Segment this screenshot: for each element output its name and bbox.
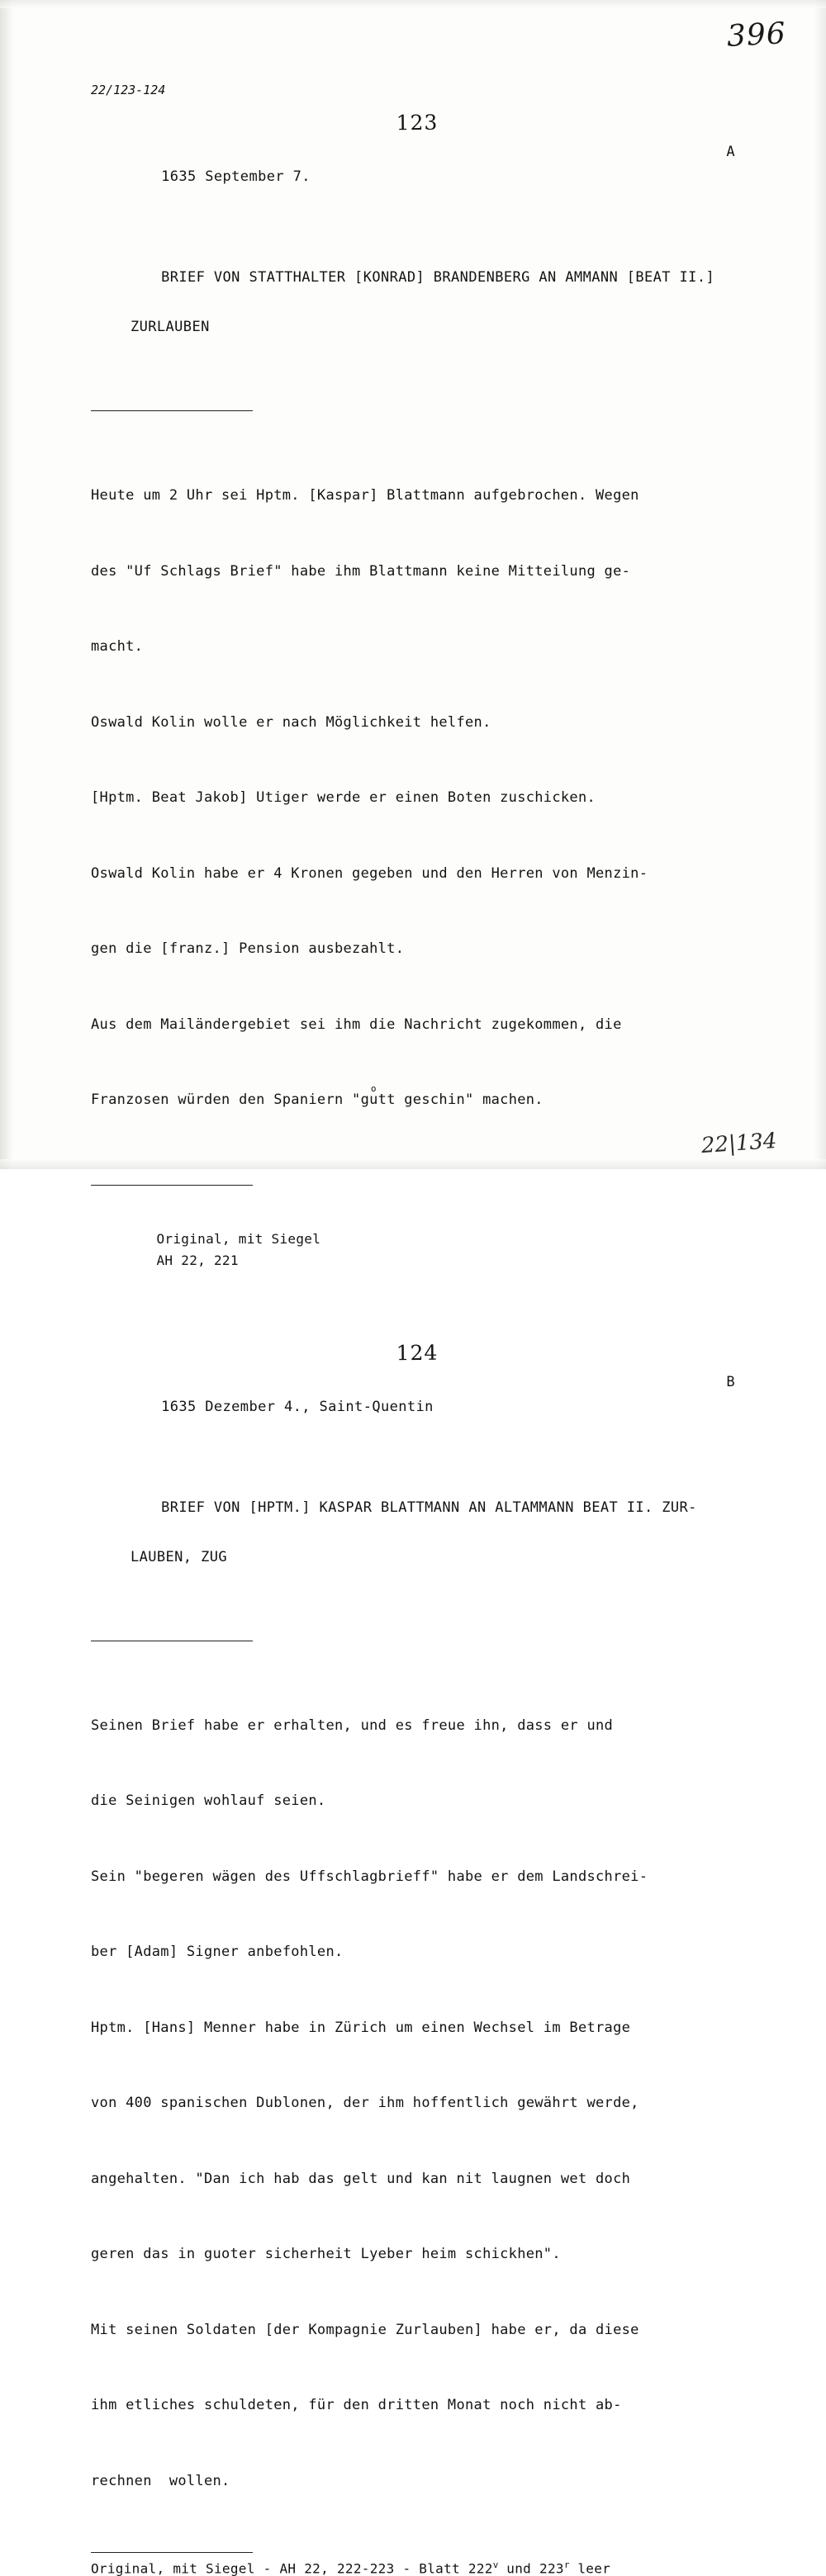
body-line-with-diacritic	[91, 1087, 743, 1113]
document-number: 123	[91, 107, 743, 138]
document-body	[91, 1663, 743, 2545]
document-source	[91, 1207, 743, 1293]
document-dateline: 1635 September 7.	[161, 168, 311, 185]
body-line: [Hptm. Beat Jakob] Utiger werde er einen Boten zuschicken.	[91, 785, 743, 811]
archive-signature: 22/123-124	[91, 83, 743, 97]
body-line: angehalten. "Dan ich hab das gelt und kan nit laugnen wet doch	[91, 2166, 743, 2192]
document-entry-123	[91, 111, 743, 1293]
body-line: gen die [franz.] Pension ausbezahlt.	[91, 936, 743, 962]
divider-rule	[91, 1185, 253, 1186]
body-line: Seinen Brief habe er erhalten, und es freue ihn, dass er und	[91, 1713, 743, 1739]
body-line-pre: Franzosen würden den Spaniern "g	[91, 1091, 369, 1108]
document-dateline-row	[91, 1370, 743, 1469]
source-text-post: leer	[569, 2560, 610, 2576]
document-title-line-2: ZURLAUBEN	[91, 315, 743, 339]
superscript-o-mark: o	[371, 1077, 377, 1102]
body-line: rechnen wollen.	[91, 2469, 743, 2494]
document-title-line-2: LAUBEN, ZUG	[91, 1545, 743, 1570]
document-title-line-1: BRIEF VON [HPTM.] KASPAR BLATTMANN AN ALTAMMANN BEAT II. ZUR-	[161, 1499, 697, 1516]
body-line: ihm etliches schuldeten, für den dritten Monat noch nicht ab-	[91, 2393, 743, 2418]
document-content	[91, 83, 743, 2576]
document-source	[91, 2559, 743, 2576]
body-line: Heute um 2 Uhr sei Hptm. [Kaspar] Blattmann aufgebrochen. Wegen	[91, 483, 743, 509]
scan-edge-top	[0, 0, 826, 8]
scan-edge-left	[0, 0, 13, 1169]
document-title	[91, 240, 743, 389]
u-with-superscript-o	[369, 1087, 378, 1113]
document-page	[0, 0, 826, 1169]
body-line: Oswald Kolin wolle er nach Möglichkeit helfen.	[91, 710, 743, 736]
source-line: AH 22, 221	[156, 1252, 238, 1268]
source-line: Original, mit Siegel	[156, 1231, 320, 1247]
document-body	[91, 433, 743, 1163]
body-line: von 400 spanischen Dublonen, der ihm hoffentlich gewährt werde,	[91, 2091, 743, 2116]
body-line: Oswald Kolin habe er 4 Kronen gegeben und den Herren von Menzin-	[91, 861, 743, 887]
body-line-post: tt geschin" machen.	[378, 1091, 544, 1108]
section-spacer	[91, 1293, 743, 1333]
divider-rule	[91, 410, 253, 411]
document-sidecode: B	[726, 1370, 735, 1395]
document-title	[91, 1470, 743, 1619]
body-line: macht.	[91, 634, 743, 660]
body-line: Mit seinen Soldaten [der Kompagnie Zurlauben] habe er, da diese	[91, 2318, 743, 2343]
document-sidecode: A	[726, 140, 735, 164]
divider-rule	[91, 2552, 253, 2553]
source-text-pre: Original, mit Siegel - AH 22, 222-223 - Blatt 222	[91, 2560, 493, 2576]
body-line: Aus dem Mailändergebiet sei ihm die Nachricht zugekommen, die	[91, 1012, 743, 1038]
document-number: 124	[91, 1337, 743, 1367]
body-line: Hptm. [Hans] Menner habe in Zürich um einen Wechsel im Betrage	[91, 2015, 743, 2041]
folio-number-top: 396	[726, 17, 787, 54]
base-letter: u	[369, 1091, 378, 1108]
document-entry-124	[91, 1341, 743, 2576]
superscript-r: r	[564, 2559, 570, 2570]
body-line: geren das in guoter sicherheit Lyeber heim schickhen".	[91, 2242, 743, 2267]
folio-number-bottom: 22|134	[700, 1129, 777, 1158]
document-dateline: 1635 Dezember 4., Saint-Quentin	[161, 1399, 434, 1415]
body-line: des "Uf Schlags Brief" habe ihm Blattmann keine Mitteilung ge-	[91, 559, 743, 585]
scan-edge-right	[814, 0, 826, 1169]
body-line: die Seinigen wohlauf seien.	[91, 1788, 743, 1814]
superscript-v: v	[493, 2559, 499, 2570]
document-title-line-1: BRIEF VON STATTHALTER [KONRAD] BRANDENBERG AN AMMANN [BEAT II.]	[161, 269, 714, 286]
source-text-mid: und 223	[498, 2560, 563, 2576]
body-line: ber [Adam] Signer anbefohlen.	[91, 1939, 743, 1965]
body-line: Sein "begeren wägen des Uffschlagbrieff" habe er dem Landschrei-	[91, 1864, 743, 1890]
document-dateline-row	[91, 140, 743, 239]
